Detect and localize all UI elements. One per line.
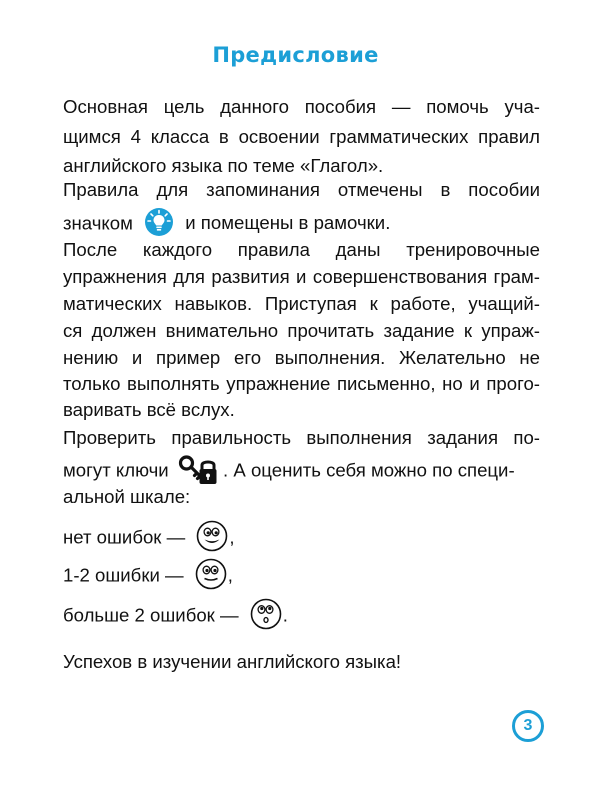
text-span: 1-2 ошибки — — [63, 564, 184, 586]
text-line: нению и пример его выполнения. Желательно не — [63, 347, 540, 368]
scale-item — [63, 519, 235, 558]
text-span: , — [227, 564, 233, 586]
text-line: Успехов в изучении английского языка! — [63, 651, 402, 672]
text-line: ся должен внимательно прочитать задание к упраж- — [63, 320, 540, 341]
text-span: могут ключи — [63, 459, 169, 481]
page-title: Предисловие — [212, 43, 379, 67]
smiley-surprised-icon — [249, 597, 283, 636]
lightbulb-icon — [144, 207, 174, 242]
text-line: упражнения для развития и совершенствования грам- — [63, 266, 540, 287]
scale-item — [63, 557, 233, 596]
smiley-neutral-icon — [194, 557, 228, 596]
page-number: 3 — [512, 710, 544, 742]
text-line: матических навыков. Приступая к работе, учащий- — [63, 293, 540, 314]
smiley-happy-icon — [195, 519, 229, 558]
text-span: и помещены в рамочки. — [185, 212, 391, 234]
text-line: английского языка по теме «Глагол». — [63, 155, 384, 176]
text-span: . — [282, 604, 288, 626]
text-line: варивать всё вслух. — [63, 399, 235, 420]
text-line: Основная цель данного пособия — помочь уча- — [63, 96, 540, 117]
text-line: только выполнять упражнение письменно, но и прого- — [63, 373, 540, 394]
scale-item — [63, 597, 288, 636]
text-line: щимся 4 класса в освоении грамматических правил — [63, 126, 540, 147]
text-line: Проверить правильность выполнения задания по- — [63, 427, 540, 448]
text-line: альной шкале: — [63, 486, 191, 507]
text-span: . А оценить себя можно по специ- — [223, 459, 515, 481]
text-line: Правила для запоминания отмечены в пособии — [63, 179, 540, 200]
text-line: После каждого правила даны тренировочные — [63, 239, 540, 260]
text-span: больше 2 ошибок — — [63, 604, 239, 626]
text-span: , — [229, 526, 235, 548]
text-span: значком — [63, 212, 133, 234]
text-line — [63, 207, 390, 242]
text-span: нет ошибок — — [63, 526, 186, 548]
